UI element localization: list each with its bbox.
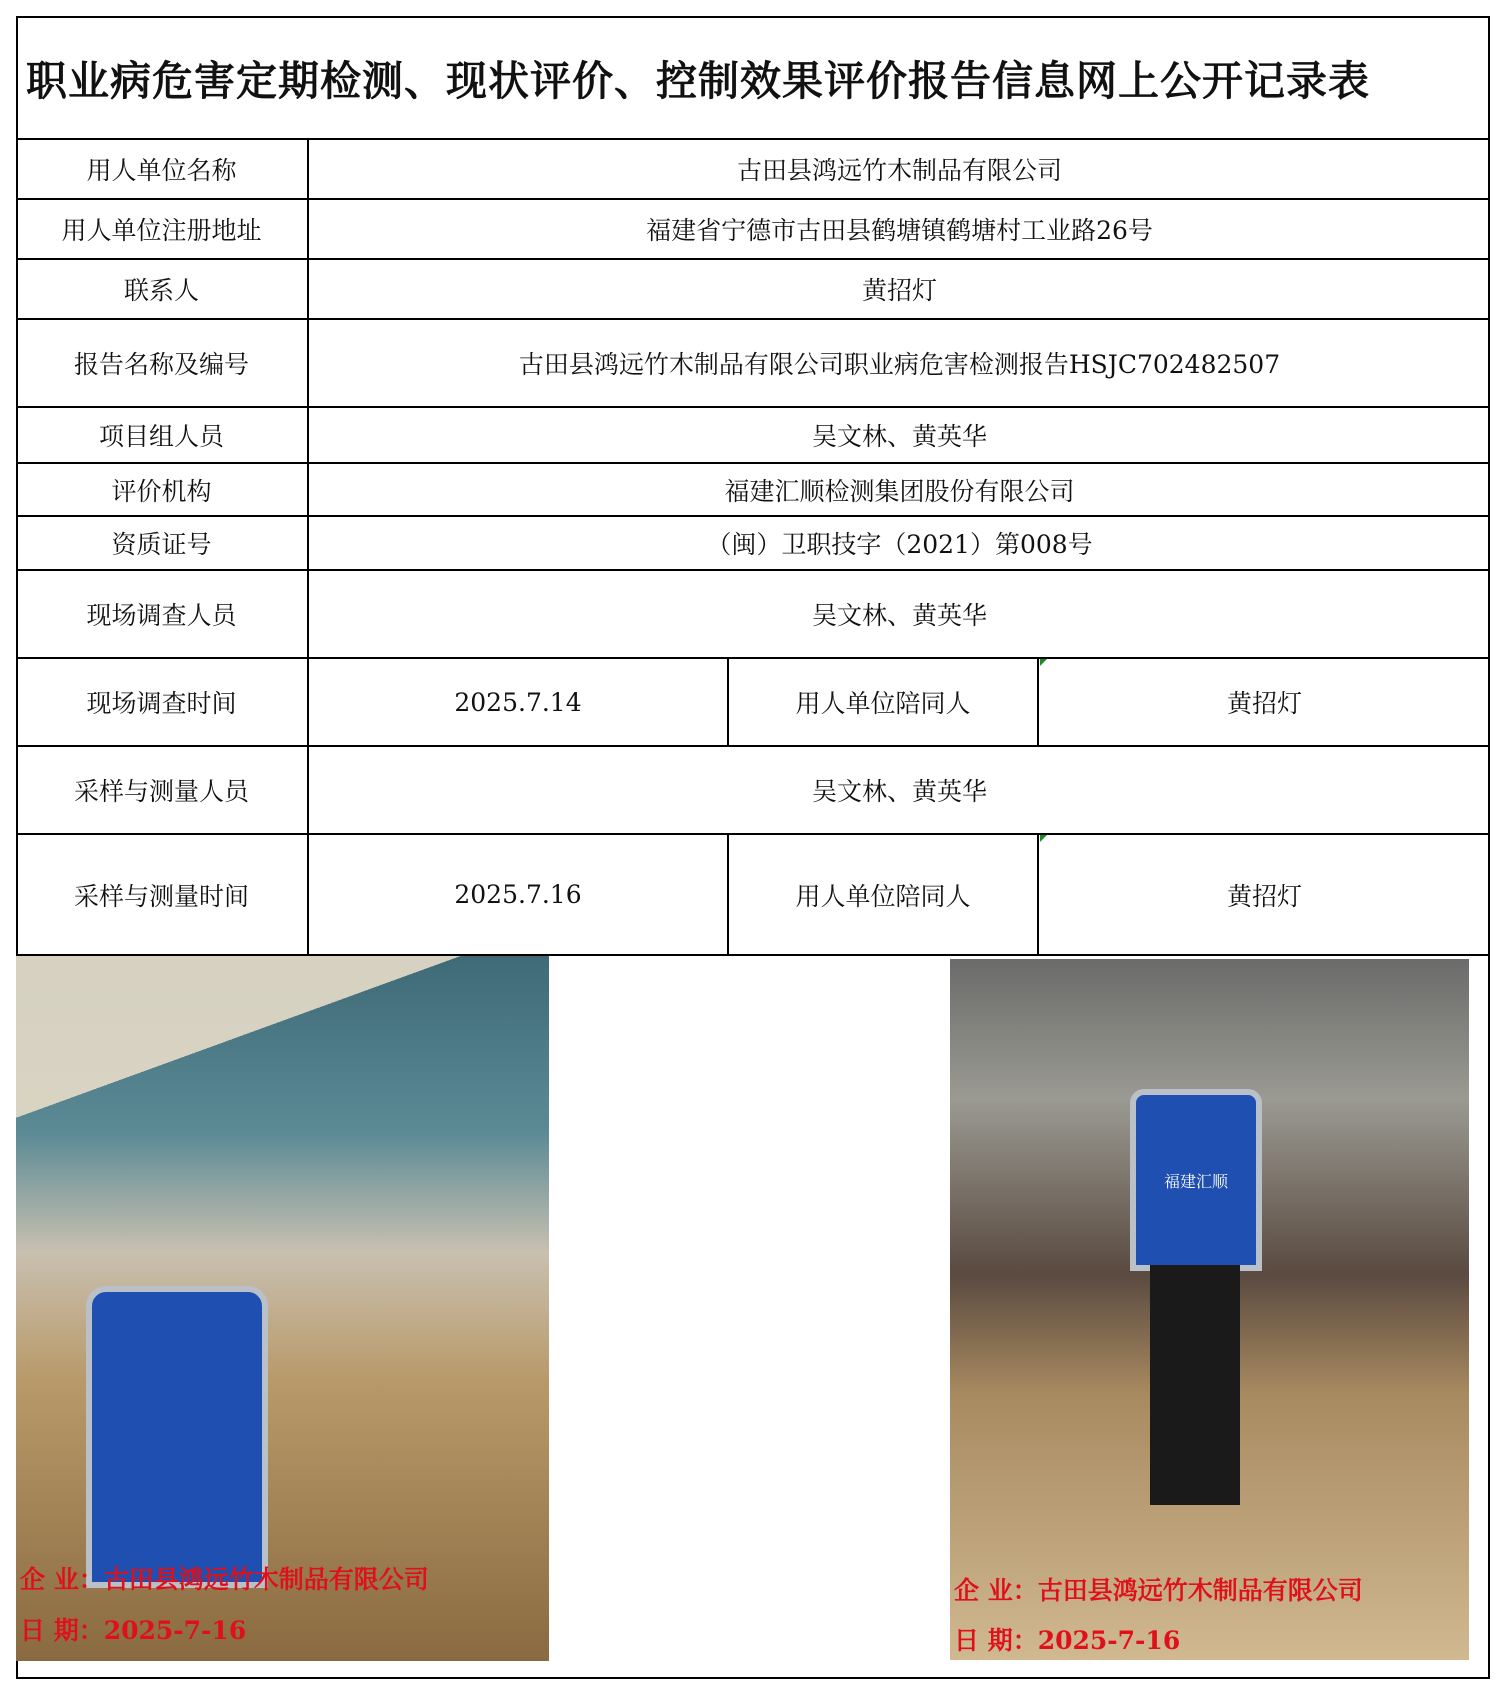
row-label: 用人单位名称 <box>16 140 309 198</box>
worker-vest: 福建汇顺 <box>1130 1089 1262 1271</box>
table-row <box>16 408 1490 464</box>
row-value: 古田县鸿远竹木制品有限公司 <box>736 156 1062 185</box>
row-label: 报告名称及编号 <box>16 320 309 406</box>
table-row <box>16 464 1490 517</box>
row-value: 吴文林、黄英华 <box>811 601 987 630</box>
worker-trousers <box>1150 1265 1240 1505</box>
page-title: 职业病危害定期检测、现状评价、控制效果评价报告信息网上公开记录表 <box>16 16 1490 140</box>
row-value: 吴文林、黄英华 <box>811 422 987 451</box>
row-value: 古田县鸿远竹木制品有限公司职业病危害检测报告HSJC702482507 <box>518 350 1281 379</box>
row-value: 福建省宁德市古田县鹤塘镇鹤塘村工业路26号 <box>646 216 1153 245</box>
row-value: 2025.7.14 <box>309 659 729 745</box>
photo-date-caption: 日 期：2025-7-16 <box>20 1616 247 1645</box>
table-row <box>16 200 1490 260</box>
row-value: 福建汇顺检测集团股份有限公司 <box>724 476 1075 506</box>
table-row <box>16 659 1490 747</box>
table-row <box>16 835 1490 956</box>
row-value: 黄招灯 <box>861 276 937 305</box>
site-photo-1 <box>16 956 549 1661</box>
photo-company-caption: 企 业：古田县鸿远竹木制品有限公司 <box>20 1565 429 1594</box>
row-value: （闽）卫职技字（2021）第008号 <box>706 530 1093 559</box>
cell-marker-icon <box>1040 659 1047 666</box>
photo-date-caption: 日 期：2025-7-16 <box>954 1626 1181 1655</box>
row-label: 用人单位注册地址 <box>16 200 309 258</box>
table-row <box>16 747 1490 835</box>
row-label: 评价机构 <box>16 464 309 515</box>
row-label: 采样与测量时间 <box>16 835 309 954</box>
worker-vest <box>86 1286 268 1588</box>
table-row <box>16 571 1490 659</box>
row-value-2: 黄招灯 <box>1039 659 1490 745</box>
row-value: 吴文林、黄英华 <box>811 777 987 806</box>
cell-marker-icon <box>1040 835 1047 842</box>
row-label: 现场调查时间 <box>16 659 309 745</box>
table-row <box>16 517 1490 571</box>
photo-company-caption: 企 业：古田县鸿远竹木制品有限公司 <box>954 1576 1363 1605</box>
row-label: 项目组人员 <box>16 408 309 462</box>
row-label: 资质证号 <box>16 517 309 569</box>
row-label-2: 用人单位陪同人 <box>729 835 1039 954</box>
row-label-2: 用人单位陪同人 <box>729 659 1039 745</box>
table-row <box>16 320 1490 408</box>
table-row <box>16 260 1490 320</box>
row-label: 联系人 <box>16 260 309 318</box>
row-label: 现场调查人员 <box>16 571 309 657</box>
row-value: 2025.7.16 <box>309 835 729 954</box>
site-photo-2 <box>950 959 1469 1660</box>
table-row <box>16 140 1490 200</box>
row-value-2: 黄招灯 <box>1039 835 1490 954</box>
row-label: 采样与测量人员 <box>16 747 309 833</box>
